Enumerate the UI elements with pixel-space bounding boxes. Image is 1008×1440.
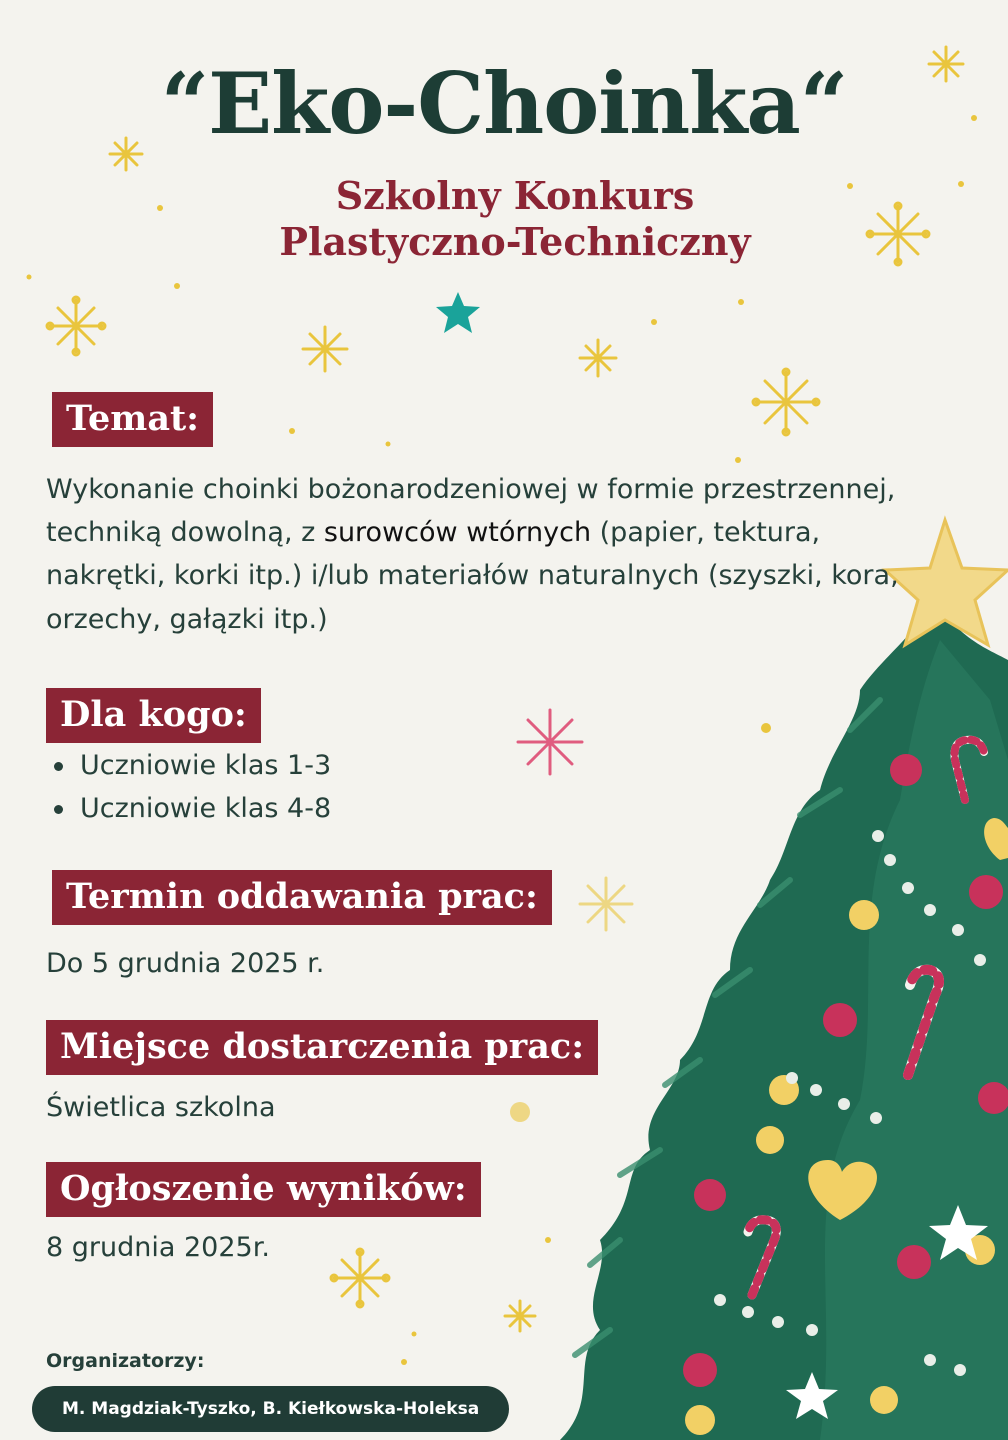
subtitle-line-2: Plastyczno-Techniczny [279, 219, 751, 264]
list-item: Uczniowie klas 4-8 [46, 787, 546, 830]
organizers-names: M. Magdziak-Tyszko, B. Kiełkowska-Holeksa [32, 1386, 509, 1432]
temat-text-highlight: surowców wtórnych [323, 517, 592, 549]
temat-text-after: (papier, tektura, nakrętki, korki itp.) i/lub materiałów naturalnych (szyszki, kora, orzechy, gałązki itp.) [46, 517, 899, 635]
section-label-miejsce: Miejsce dostarczenia prac: [46, 1020, 598, 1075]
organizers-label: Organizatorzy: [46, 1350, 205, 1372]
section-label-dla-kogo: Dla kogo: [46, 688, 261, 743]
teal-star-icon [436, 292, 480, 333]
miejsce-value: Świetlica szkolna [46, 1092, 276, 1123]
section-label-wyniki: Ogłoszenie wyników: [46, 1162, 481, 1217]
list-item: Uczniowie klas 1-3 [46, 744, 546, 787]
termin-value: Do 5 grudnia 2025 r. [46, 948, 325, 979]
section-label-temat: Temat: [52, 392, 213, 447]
page-title: “Eko-Choinka“ [160, 54, 848, 153]
audience-list [46, 744, 546, 830]
subtitle-line-1: Szkolny Konkurs [335, 173, 695, 218]
section-label-termin: Termin oddawania prac: [52, 870, 552, 925]
wyniki-value: 8 grudnia 2025r. [46, 1232, 270, 1263]
temat-description [46, 468, 926, 641]
temat-text-before: Wykonanie choinki bożonarodzeniowej w formie przestrzennej, techniką dowolną, z [46, 474, 896, 549]
christmas-tree-illustration [560, 520, 1008, 1440]
